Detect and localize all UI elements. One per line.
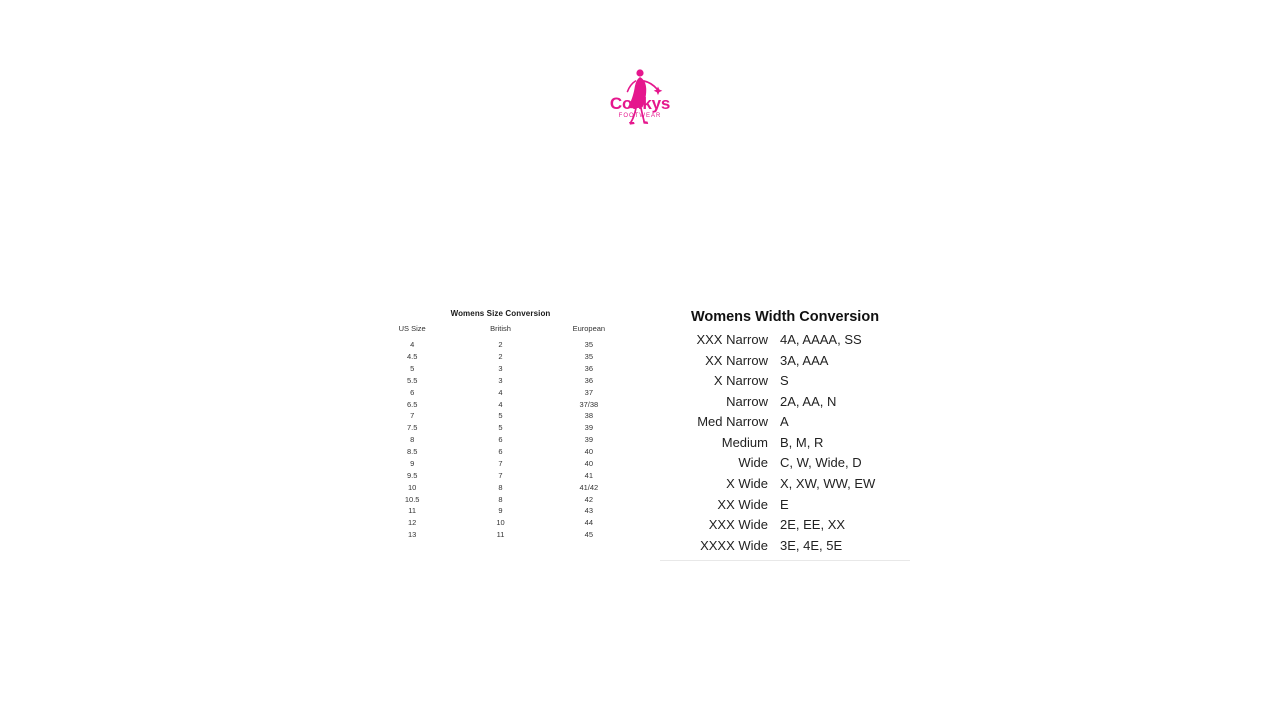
table-row	[368, 482, 633, 494]
cell-us: 5	[410, 363, 415, 373]
table-row	[660, 392, 910, 413]
table-row	[660, 515, 910, 536]
cell-us: 13	[407, 530, 417, 540]
cell-width-name: Med Narrow	[697, 414, 768, 430]
cell-width-name: Narrow	[726, 393, 768, 409]
cell-us: 11	[408, 506, 417, 516]
table-row	[368, 446, 633, 458]
cell-width-name: XX Narrow	[705, 352, 768, 368]
cell-width-codes: 2E, EE, XX	[780, 517, 846, 533]
table-header-row	[368, 324, 633, 339]
cell-us: 10	[407, 482, 417, 492]
table-row	[368, 410, 633, 422]
cell-british: 4	[498, 399, 503, 409]
table-row	[368, 493, 633, 505]
cell-us: 6.5	[406, 399, 418, 409]
cell-european: 36	[584, 375, 593, 385]
cell-width-name: X Narrow	[713, 373, 768, 389]
cell-width-codes: A	[780, 414, 789, 430]
cell-width-codes: S	[780, 373, 789, 389]
size-conversion-table	[368, 324, 633, 541]
cell-european: 41/42	[579, 482, 599, 492]
cell-width-name: XXX Narrow	[696, 332, 768, 348]
table-row	[660, 474, 910, 495]
cell-us: 10.5	[404, 494, 420, 504]
cell-width-codes: X, XW, WW, EW	[780, 476, 876, 492]
brand-name: Conkys	[609, 94, 671, 113]
cell-width-codes: B, M, R	[780, 434, 824, 450]
cell-british: 11	[496, 530, 505, 540]
table-row	[660, 433, 910, 454]
table-row	[660, 413, 910, 434]
cell-european: 40	[584, 447, 593, 457]
cell-british: 8	[498, 482, 503, 492]
cell-european: 42	[584, 494, 593, 504]
cell-british: 2	[498, 352, 503, 362]
table-row	[660, 536, 910, 560]
cell-european: 39	[584, 423, 593, 433]
cell-us: 12	[407, 518, 417, 528]
brand-logo-container	[0, 66, 1280, 137]
table-row	[660, 351, 910, 372]
table-row	[368, 339, 633, 351]
brand-tagline: FOOTWEAR	[618, 113, 662, 119]
table-row	[660, 495, 910, 516]
cell-british: 5	[498, 423, 503, 433]
cell-us: 9	[410, 458, 415, 468]
table-row	[368, 387, 633, 399]
cell-european: 41	[584, 470, 593, 480]
column-header-european: European	[572, 324, 606, 333]
cell-us: 7.5	[406, 423, 418, 433]
cell-us: 4	[410, 340, 415, 350]
cell-us: 7	[410, 411, 415, 421]
table-row	[368, 375, 633, 387]
cell-width-codes: 2A, AA, N	[780, 393, 837, 409]
cell-us: 8	[410, 435, 415, 445]
width-conversion-table	[660, 331, 910, 561]
table-row	[368, 351, 633, 363]
table-row	[660, 372, 910, 393]
column-header-us-size: US Size	[398, 324, 426, 333]
cell-european: 35	[584, 340, 593, 350]
cell-width-codes: C, W, Wide, D	[780, 455, 862, 471]
cell-width-name: XXXX Wide	[660, 536, 780, 560]
cell-european: 37/38	[579, 399, 599, 409]
cell-british: 8	[498, 494, 503, 504]
cell-european: 36	[584, 363, 593, 373]
cell-width-name: X Wide	[726, 476, 768, 492]
cell-british: 9	[498, 506, 503, 516]
size-conversion-title: Womens Size Conversion	[450, 309, 551, 318]
cell-width-name: Wide	[738, 455, 768, 471]
cell-width-codes: 4A, AAAA, SS	[780, 332, 862, 348]
cell-width-name: Medium	[721, 434, 768, 450]
cell-british: 7	[498, 458, 503, 468]
table-row	[368, 398, 633, 410]
cell-british: 10	[496, 518, 505, 528]
cell-british: 6	[498, 435, 503, 445]
cell-us: 5.5	[406, 375, 418, 385]
table-row	[368, 470, 633, 482]
cell-us: 9.5	[406, 470, 418, 480]
cell-european: 40	[584, 458, 593, 468]
cell-british: 3	[498, 375, 503, 385]
cell-width-codes: 3E, 4E, 5E	[780, 536, 910, 560]
table-row	[368, 458, 633, 470]
cell-width-name: XX Wide	[717, 496, 768, 512]
cell-british: 4	[498, 387, 503, 397]
table-row	[368, 422, 633, 434]
brand-logo[interactable]	[600, 66, 680, 132]
cell-width-name: XXX Wide	[708, 517, 768, 533]
width-conversion-section	[660, 309, 910, 561]
cell-us: 8.5	[406, 447, 418, 457]
table-row	[368, 517, 633, 529]
table-row	[368, 505, 633, 517]
cell-british: 7	[498, 470, 503, 480]
size-conversion-section	[368, 309, 633, 541]
cell-british: 6	[498, 447, 503, 457]
cell-us: 6	[410, 387, 415, 397]
column-header-british: British	[490, 324, 511, 333]
cell-british: 3	[498, 363, 503, 373]
cell-european: 37	[584, 387, 593, 397]
cell-british: 2	[498, 340, 503, 350]
cell-width-codes: 3A, AAA	[780, 352, 829, 368]
cell-european: 44	[584, 518, 593, 528]
table-row	[660, 331, 910, 351]
cell-european: 39	[584, 435, 593, 445]
cell-european: 35	[584, 352, 593, 362]
cell-european: 38	[584, 411, 593, 421]
table-row	[368, 529, 633, 541]
cell-us: 4.5	[406, 352, 418, 362]
table-row	[368, 434, 633, 446]
width-conversion-title: Womens Width Conversion	[690, 309, 880, 325]
cell-british: 5	[498, 411, 503, 421]
cell-european: 45	[584, 530, 593, 540]
cell-european: 43	[584, 506, 593, 516]
table-row	[368, 363, 633, 375]
cell-width-codes: E	[780, 496, 789, 512]
table-row	[660, 454, 910, 475]
